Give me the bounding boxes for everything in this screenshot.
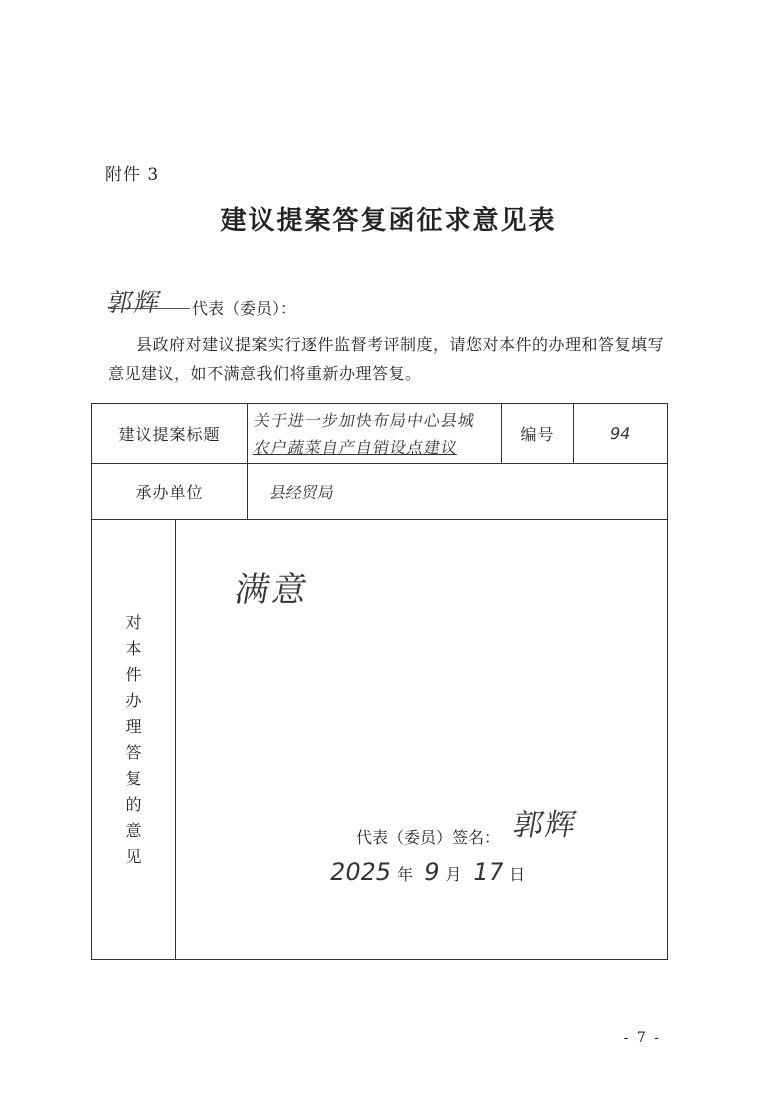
- date-day: 17: [470, 858, 506, 886]
- topic-label: 建议提案标题: [92, 404, 248, 464]
- opinion-content-cell: [176, 520, 668, 960]
- addressee-suffix: 代表（委员）：: [192, 299, 297, 318]
- date-year-unit: 年: [397, 865, 414, 884]
- topic-row: [92, 404, 668, 464]
- date-row: [324, 858, 525, 886]
- addressee-underline: [110, 308, 190, 309]
- date-month-unit: 月: [445, 865, 462, 884]
- number-label: 编号: [502, 404, 574, 464]
- signature-label: 代表（委员）签名：: [356, 828, 501, 847]
- signature-handwritten: 郭辉: [510, 808, 581, 843]
- unit-row: [92, 464, 668, 520]
- opinion-label-cell: [92, 520, 176, 960]
- date-year: 2025: [327, 858, 394, 886]
- addressee-name-handwritten: 郭辉: [104, 288, 165, 317]
- topic-value-line1: 关于进一步加快布局中心县城: [252, 410, 477, 430]
- date-month: 9: [421, 858, 442, 886]
- attachment-label: 附件 3: [105, 165, 160, 185]
- unit-label: 承办单位: [92, 464, 248, 520]
- opinion-value-handwritten: 满意: [231, 570, 313, 610]
- opinion-row: [92, 520, 668, 960]
- date-day-unit: 日: [509, 865, 526, 884]
- unit-value-cell: [248, 464, 668, 520]
- opinion-label: 对本件办理答复的意见: [125, 612, 142, 866]
- number-value: 94: [608, 424, 633, 443]
- form-title: 建议提案答复函征求意见表: [220, 206, 557, 236]
- opinion-form-table: [91, 403, 668, 960]
- page-number: - 7 -: [623, 1030, 661, 1046]
- topic-value: [248, 404, 502, 464]
- unit-value: 县经贸局: [268, 483, 336, 502]
- topic-value-line2: 农户蔬菜自产自销设点建议: [252, 437, 460, 457]
- number-value-cell: [574, 404, 668, 464]
- intro-paragraph: 县政府对建议提案实行逐件监督考评制度，请您对本件的办理和答复填写意见建议，如不满意我们将重新办理答复。: [108, 335, 665, 383]
